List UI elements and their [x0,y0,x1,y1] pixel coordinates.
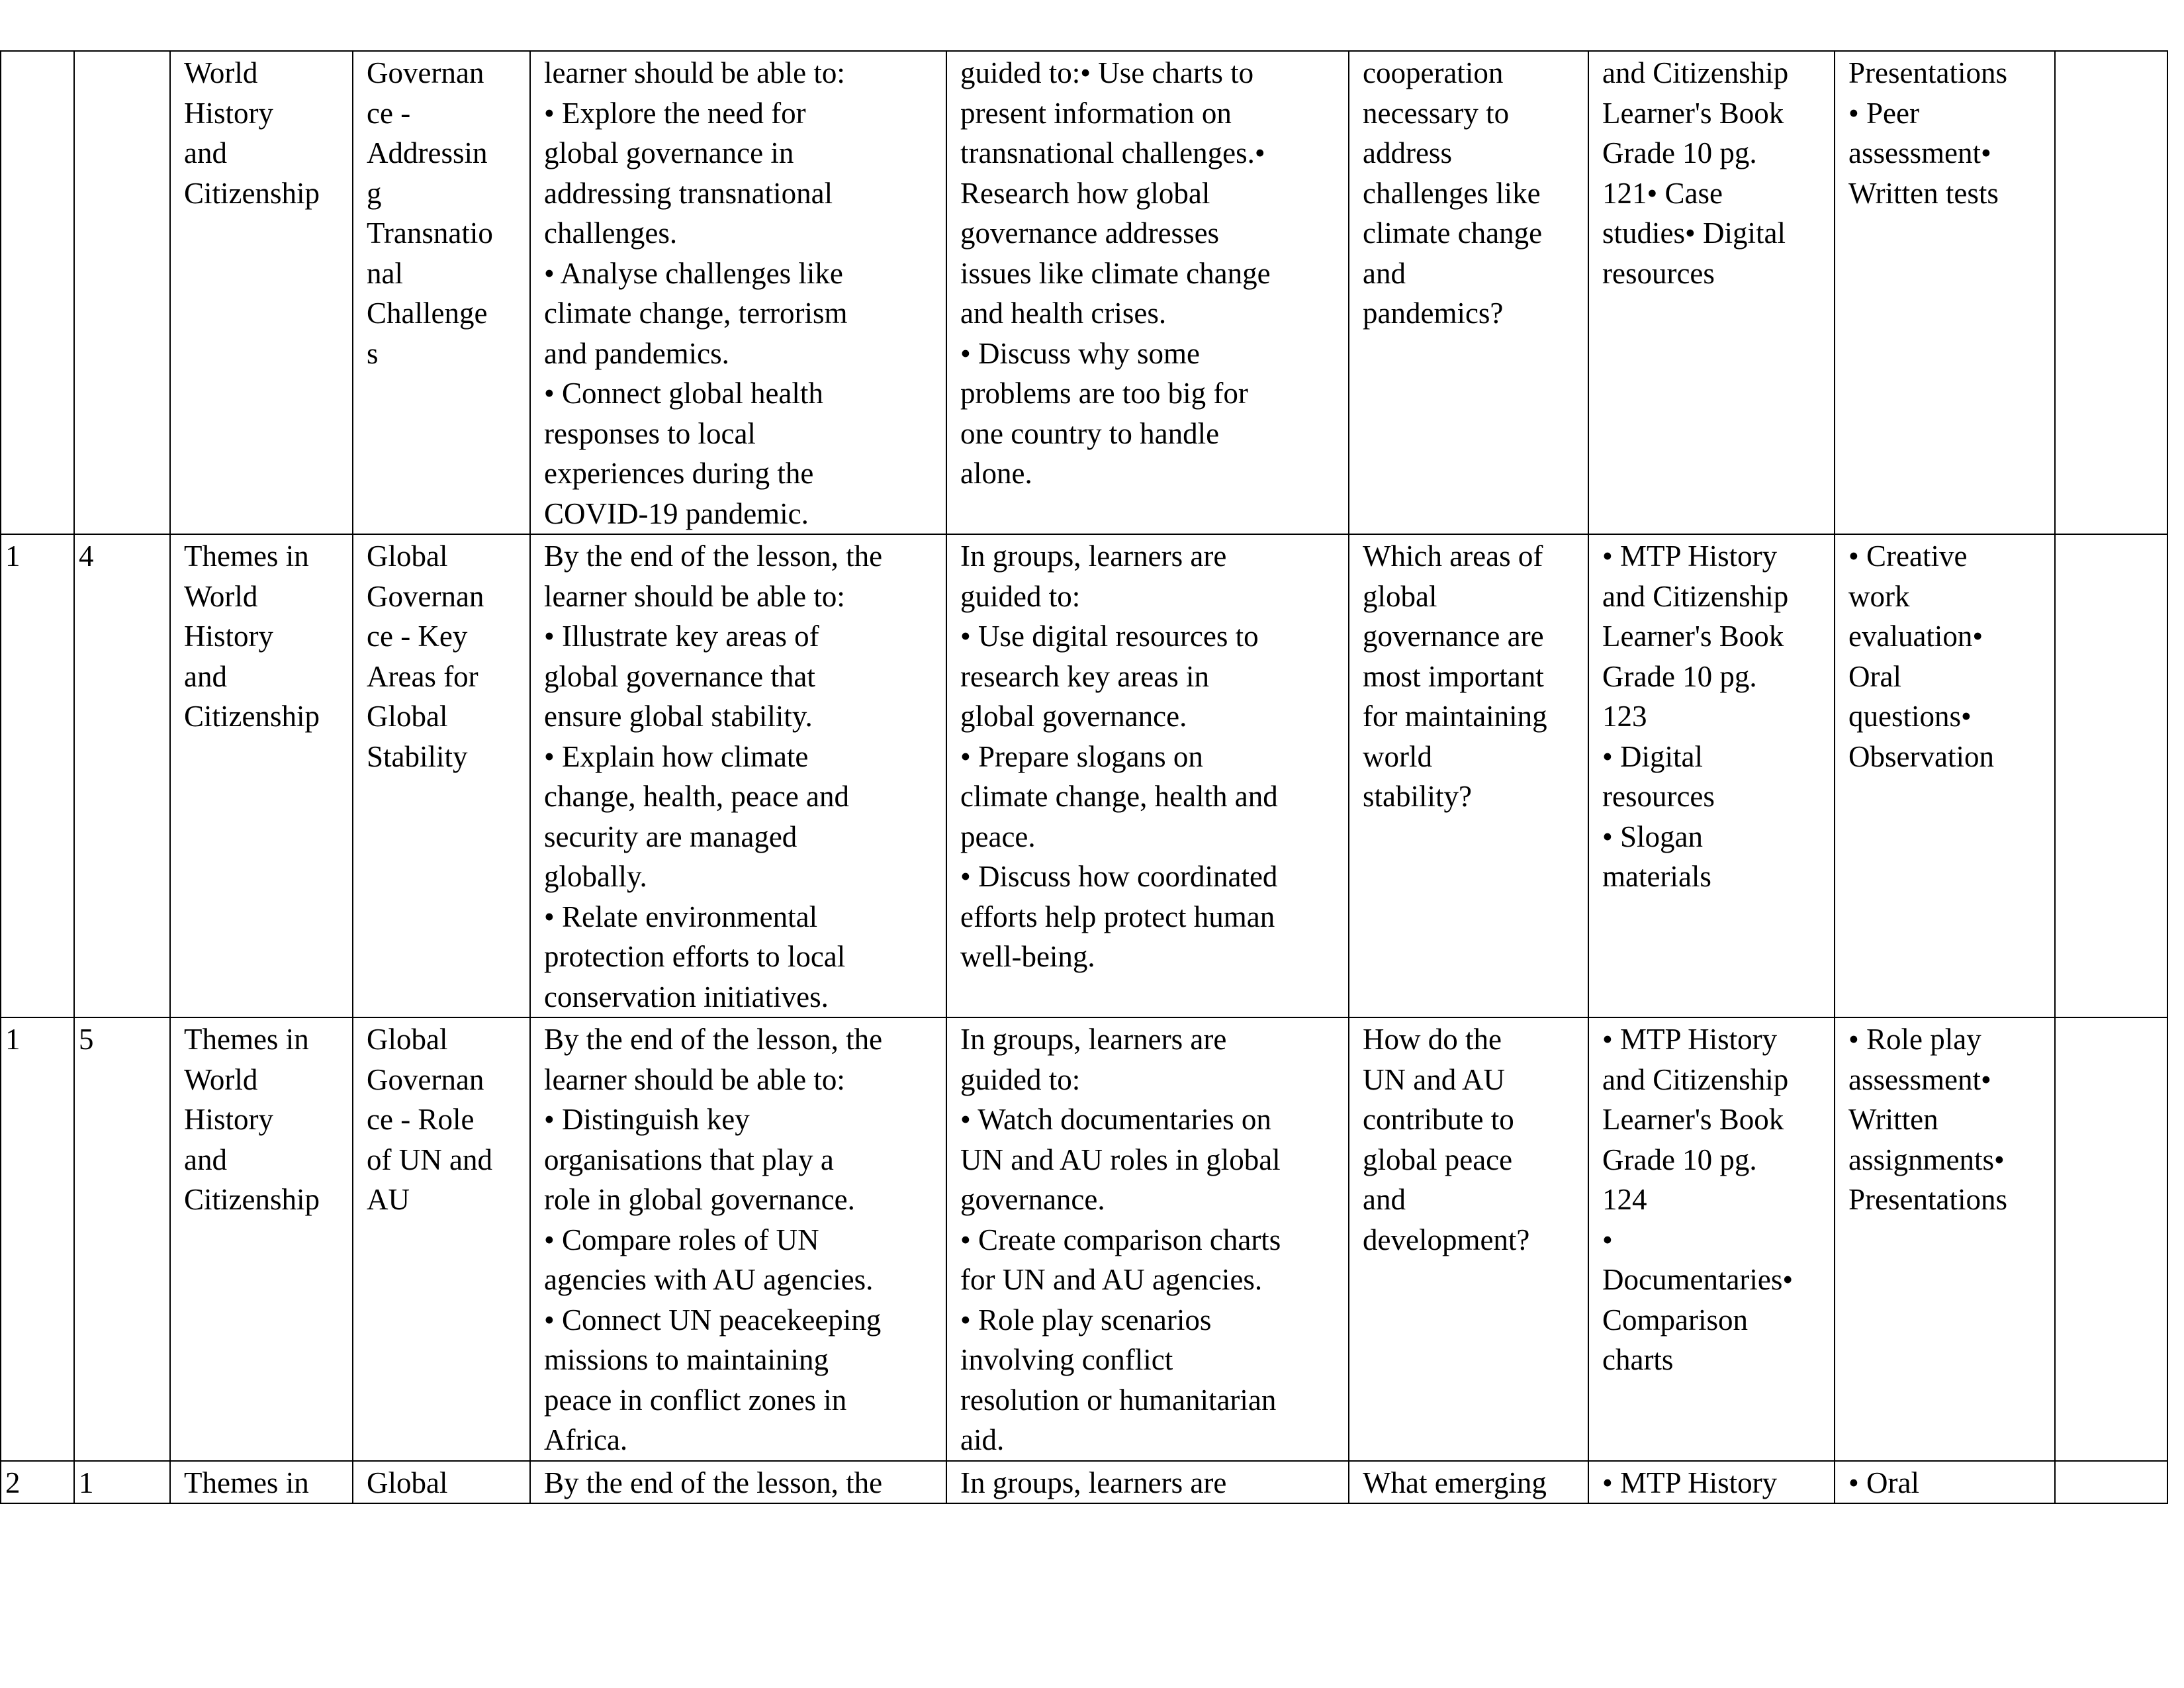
lesson-cell: 4 [74,534,170,1017]
cell-text-line: Observation [1848,739,1994,773]
cell-text-line: • Compare roles of UN [544,1223,819,1256]
cell-text-line: cooperation [1363,56,1504,89]
cell-text-line: Learner's Book [1602,1103,1784,1136]
cell-text-line: one country to handle [960,416,1220,450]
cell-text-line: • Discuss how coordinated [960,860,1278,893]
cell-text-line: change, health, peace and [544,780,849,813]
cell-text-line: and [184,659,227,693]
cell-text-line: governance addresses [960,216,1220,250]
cell-text-line: Areas for [367,659,478,693]
strand-cell [170,1017,353,1461]
cell-text-line: Citizenship [184,1183,320,1216]
cell-text-line: global governance that [544,659,815,693]
learning-resources-cell [1588,51,1835,534]
cell-text-line: resources [1602,256,1715,290]
cell-text-line: and [184,1143,227,1176]
cell-text-line: present information on [960,96,1232,130]
cell-text-line: agencies with AU agencies. [544,1263,874,1296]
learning-outcomes-cell [530,1017,946,1461]
cell-text-line: guided to: [960,579,1081,613]
cell-text-line: • Slogan [1602,820,1704,853]
cell-text-line: for maintaining [1363,700,1547,733]
learning-resources-cell [1588,1461,1835,1504]
cell-text-line: evaluation• [1848,620,1983,653]
cell-text-line: assessment• [1848,136,1991,169]
cell-text-line: Presentations [1848,56,2007,89]
lesson-cell: 5 [74,1017,170,1461]
cell-text-line: • Explore the need for [544,96,806,130]
cell-text-line: • Role play [1848,1023,1981,1056]
cell-text-line: protection efforts to local [544,940,846,973]
cell-text-line: and [1363,256,1406,290]
cell-text-line: and Citizenship [1602,579,1789,613]
cell-text-line: Citizenship [184,176,320,210]
cell-text-line: assignments• [1848,1143,2005,1176]
cell-text-line: questions• [1848,700,1972,733]
cell-text-line: Presentations [1848,1183,2007,1216]
remarks-cell [2055,1461,2167,1504]
cell-text-line: Written [1848,1103,1938,1136]
cell-text-line: and [184,136,227,169]
cell-text-line: learner should be able to: [544,1062,845,1096]
cell-text-line: Which areas of [1363,539,1543,573]
cell-text-line: contribute to [1363,1103,1514,1136]
cell-text-line: History [184,96,273,130]
table-row [1,534,2167,1017]
cell-text-line: efforts help protect human [960,900,1275,933]
cell-text-line: World [184,579,258,613]
cell-text-line: aid. [960,1423,1005,1456]
cell-text-line: • MTP History [1602,539,1778,573]
cell-text-line: • Digital [1602,739,1703,773]
cell-text-line: governance are [1363,620,1544,653]
scheme-of-work-table [0,50,2168,1504]
cell-text-line: By the end of the lesson, the [544,539,883,573]
key-inquiry-question-cell [1349,1461,1588,1504]
sub-strand-cell [353,51,530,534]
cell-text-line: responses to local [544,416,756,450]
cell-text-line: Global [367,1023,448,1056]
cell-text-line: • Role play scenarios [960,1303,1212,1336]
cell-text-line: Grade 10 pg. [1602,136,1757,169]
cell-text-line: Grade 10 pg. [1602,1143,1757,1176]
remarks-cell [2055,534,2167,1017]
cell-text-line: issues like climate change [960,256,1271,290]
learning-experiences-cell [946,1017,1349,1461]
cell-text-line: stability? [1363,780,1472,813]
learning-resources-cell [1588,534,1835,1017]
learning-experiences-cell [946,534,1349,1017]
lesson-cell: 1 [74,1461,170,1504]
remarks-cell [2055,51,2167,534]
cell-text-line: assessment• [1848,1062,1991,1096]
cell-text-line: challenges. [544,216,678,250]
week-cell: 1 [1,1017,74,1461]
assessment-cell [1835,51,2055,534]
cell-text-line: Written tests [1848,176,1999,210]
cell-text-line: Transnatio [367,216,493,250]
week-cell: 1 [1,534,74,1017]
cell-text-line: ce - Role [367,1103,475,1136]
cell-text-line: In groups, learners are [960,1466,1227,1499]
cell-text-line: climate change [1363,216,1543,250]
strand-cell [170,534,353,1017]
cell-text-line: Oral [1848,659,1901,693]
cell-text-line: work [1848,579,1910,613]
cell-text-line: Challenge [367,297,488,330]
cell-text-line: involving conflict [960,1343,1173,1376]
cell-text-line: • Distinguish key [544,1103,750,1136]
cell-text-line: peace. [960,820,1036,853]
cell-text-line: Global [367,700,448,733]
cell-text-line: Governan [367,56,484,89]
cell-text-line: • Illustrate key areas of [544,620,819,653]
cell-text-line: g [367,176,382,210]
strand-cell [170,51,353,534]
cell-text-line: By the end of the lesson, the [544,1466,883,1499]
table-row [1,1461,2167,1504]
cell-text-line: • MTP History [1602,1466,1778,1499]
cell-text-line: World [184,56,258,89]
cell-text-line: Research how global [960,176,1210,210]
cell-text-line: ce - [367,96,411,130]
sub-strand-cell [353,1461,530,1504]
cell-text-line: • Peer [1848,96,1919,130]
cell-text-line: Themes in [184,1466,309,1499]
cell-text-line: UN and AU roles in global [960,1143,1281,1176]
cell-text-line: 121• Case [1602,176,1723,210]
cell-text-line: World [184,1062,258,1096]
learning-outcomes-cell [530,534,946,1017]
learning-outcomes-cell [530,1461,946,1504]
lesson-cell [74,51,170,534]
cell-text-line: History [184,620,273,653]
cell-text-line: UN and AU [1363,1062,1505,1096]
cell-text-line: History [184,1103,273,1136]
cell-text-line: ensure global stability. [544,700,813,733]
cell-text-line: well-being. [960,940,1095,973]
cell-text-line: 123 [1602,700,1647,733]
learning-experiences-cell [946,51,1349,534]
cell-text-line: research key areas in [960,659,1210,693]
cell-text-line: Themes in [184,1023,309,1056]
cell-text-line: missions to maintaining [544,1343,829,1376]
cell-text-line: Addressin [367,136,488,169]
cell-text-line: experiences during the [544,457,814,490]
cell-text-line: global governance in [544,136,794,169]
cell-text-line: s [367,336,379,370]
cell-text-line: for UN and AU agencies. [960,1263,1263,1296]
cell-text-line: learner should be able to: [544,579,845,613]
cell-text-line: and Citizenship [1602,56,1789,89]
cell-text-line: development? [1363,1223,1530,1256]
cell-text-line: Global [367,1466,448,1499]
cell-text-line: charts [1602,1343,1674,1376]
cell-text-line: • Analyse challenges like [544,256,843,290]
cell-text-line: • Use digital resources to [960,620,1259,653]
cell-text-line: challenges like [1363,176,1541,210]
cell-text-line: world [1363,739,1432,773]
cell-text-line: resources [1602,780,1715,813]
cell-text-line: climate change, terrorism [544,297,848,330]
cell-text-line: guided to:• Use charts to [960,56,1254,89]
cell-text-line: What emerging [1363,1466,1547,1499]
cell-text-line: necessary to [1363,96,1510,130]
cell-text-line: Governan [367,579,484,613]
cell-text-line: Governan [367,1062,484,1096]
cell-text-line: • Oral [1848,1466,1919,1499]
learning-resources-cell [1588,1017,1835,1461]
cell-text-line: AU [367,1183,410,1216]
cell-text-line: Stability [367,739,468,773]
cell-text-line: How do the [1363,1023,1502,1056]
cell-text-line: • Explain how climate [544,739,809,773]
cell-text-line: climate change, health and [960,780,1278,813]
cell-text-line: problems are too big for [960,377,1248,410]
cell-text-line: address [1363,136,1452,169]
cell-text-line: most important [1363,659,1544,693]
remarks-cell [2055,1017,2167,1461]
learning-outcomes-cell [530,51,946,534]
cell-text-line: global peace [1363,1143,1513,1176]
cell-text-line: alone. [960,457,1032,490]
cell-text-line: ce - Key [367,620,468,653]
cell-text-line: Africa. [544,1423,628,1456]
cell-text-line: global governance. [960,700,1187,733]
key-inquiry-question-cell [1349,534,1588,1017]
cell-text-line: In groups, learners are [960,539,1227,573]
cell-text-line: role in global governance. [544,1183,855,1216]
learning-experiences-cell [946,1461,1349,1504]
cell-text-line: governance. [960,1183,1105,1216]
cell-text-line: • Prepare slogans on [960,739,1203,773]
cell-text-line: and [1363,1183,1406,1216]
cell-text-line: peace in conflict zones in [544,1383,847,1417]
cell-text-line: Comparison [1602,1303,1748,1336]
cell-text-line: • Create comparison charts [960,1223,1281,1256]
cell-text-line: • Connect UN peacekeeping [544,1303,882,1336]
sub-strand-cell [353,534,530,1017]
cell-text-line: nal [367,256,403,290]
cell-text-line: • Creative [1848,539,1968,573]
cell-text-line: guided to: [960,1062,1081,1096]
cell-text-line: Global [367,539,448,573]
assessment-cell [1835,1017,2055,1461]
cell-text-line: Citizenship [184,700,320,733]
cell-text-line: learner should be able to: [544,56,845,89]
assessment-cell [1835,1461,2055,1504]
cell-text-line: organisations that play a [544,1143,834,1176]
key-inquiry-question-cell [1349,1017,1588,1461]
cell-text-line: pandemics? [1363,297,1504,330]
cell-text-line: • Relate environmental [544,900,818,933]
key-inquiry-question-cell [1349,51,1588,534]
cell-text-line: Learner's Book [1602,96,1784,130]
cell-text-line: and Citizenship [1602,1062,1789,1096]
cell-text-line: • Discuss why some [960,336,1200,370]
cell-text-line: • Connect global health [544,377,823,410]
cell-text-line: Documentaries• [1602,1263,1794,1296]
cell-text-line: and pandemics. [544,336,729,370]
cell-text-line: materials [1602,860,1711,893]
cell-text-line: Grade 10 pg. [1602,659,1757,693]
table-row [1,1017,2167,1461]
week-cell [1,51,74,534]
cell-text-line: 124 [1602,1183,1647,1216]
cell-text-line: • [1602,1223,1613,1256]
cell-text-line: Themes in [184,539,309,573]
cell-text-line: Learner's Book [1602,620,1784,653]
cell-text-line: • MTP History [1602,1023,1778,1056]
table-row [1,51,2167,534]
strand-cell [170,1461,353,1504]
cell-text-line: By the end of the lesson, the [544,1023,883,1056]
cell-text-line: resolution or humanitarian [960,1383,1277,1417]
cell-text-line: security are managed [544,820,797,853]
cell-text-line: studies• Digital [1602,216,1786,250]
cell-text-line: global [1363,579,1437,613]
cell-text-line: transnational challenges.• [960,136,1265,169]
week-cell: 2 [1,1461,74,1504]
cell-text-line: • Watch documentaries on [960,1103,1271,1136]
cell-text-line: conservation initiatives. [544,980,829,1013]
cell-text-line: globally. [544,860,647,893]
cell-text-line: In groups, learners are [960,1023,1227,1056]
cell-text-line: of UN and [367,1143,492,1176]
cell-text-line: addressing transnational [544,176,833,210]
cell-text-line: and health crises. [960,297,1167,330]
assessment-cell [1835,534,2055,1017]
table-body [1,51,2167,1503]
cell-text-line: COVID-19 pandemic. [544,496,809,530]
sub-strand-cell [353,1017,530,1461]
